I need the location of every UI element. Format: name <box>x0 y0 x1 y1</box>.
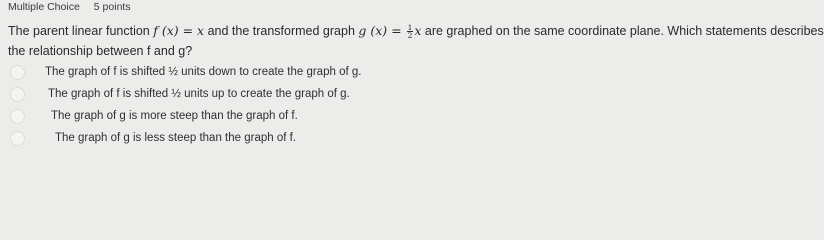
fraction-numerator: 1 <box>407 23 413 33</box>
question-text-2: and the transformed graph <box>204 24 359 38</box>
question-text-3: are graphed on the same coordinate plane. Which statements describes <box>421 24 824 38</box>
one-half-fraction <box>407 24 414 39</box>
points-label: 5 points <box>93 1 131 13</box>
radio-button[interactable] <box>10 131 25 146</box>
radio-button[interactable] <box>10 87 25 102</box>
question-prompt <box>8 20 824 62</box>
question-line-2: the relationship between f and g? <box>8 44 193 58</box>
answer-option-label: The graph of g is more steep than the graph of f. <box>51 110 298 122</box>
g-function-expression-right: x <box>414 23 422 38</box>
g-function-expression-left: g (x) = <box>358 23 406 38</box>
question-line-1 <box>8 20 824 41</box>
question-text-1: The parent linear function <box>8 24 154 38</box>
answer-option-1[interactable] <box>0 62 767 84</box>
radio-button[interactable] <box>10 109 25 124</box>
fraction-denominator: 2 <box>407 31 413 41</box>
answer-option-3[interactable] <box>0 106 767 128</box>
f-function-expression: f (x) = x <box>153 23 205 38</box>
answer-option-2[interactable] <box>0 84 767 106</box>
answer-option-label: The graph of f is shifted ½ units down to create the graph of g. <box>45 66 362 78</box>
answer-option-label: The graph of f is shifted ½ units up to create the graph of g. <box>48 88 350 100</box>
answer-option-label: The graph of g is less steep than the graph of f. <box>55 132 297 144</box>
question-header <box>8 1 131 13</box>
radio-button[interactable] <box>10 65 25 80</box>
answer-option-4[interactable] <box>0 128 767 150</box>
question-type-label: Multiple Choice <box>8 1 80 13</box>
